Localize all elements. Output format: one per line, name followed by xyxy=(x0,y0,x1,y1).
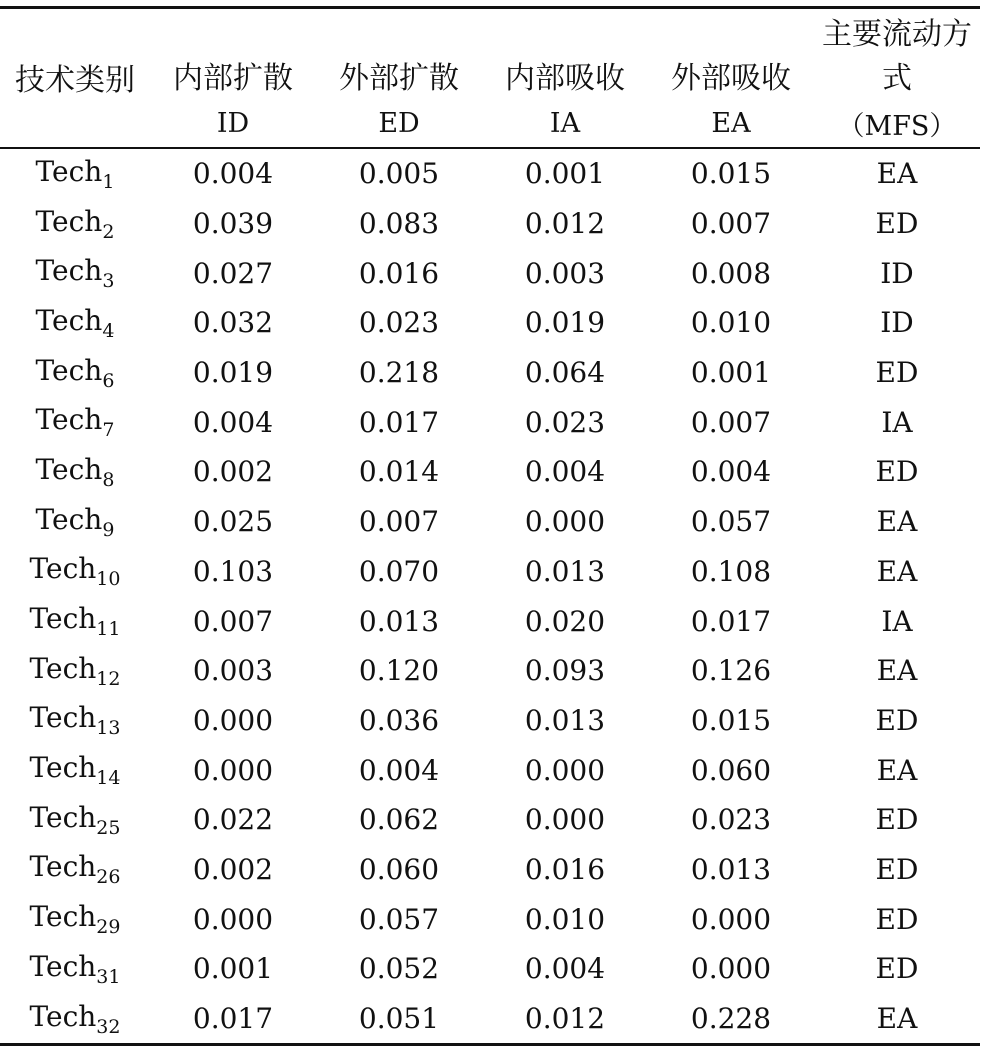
tech-subscript: 13 xyxy=(96,717,121,740)
table-row xyxy=(0,397,980,447)
tech-subscript: 3 xyxy=(102,270,115,293)
cell-id: 0.002 xyxy=(192,852,274,886)
cell-ia: 0.012 xyxy=(524,207,606,241)
cell-mfs: ED xyxy=(875,356,919,390)
cell-ea: 0.004 xyxy=(690,455,772,489)
cell-ed: 0.057 xyxy=(358,902,440,936)
tech-subscript: 11 xyxy=(96,618,121,641)
table-row xyxy=(0,745,980,795)
cell-ia: 0.012 xyxy=(482,994,648,1045)
tech-label-cell xyxy=(0,944,150,994)
cell-ea: 0.008 xyxy=(690,256,772,290)
tech-label-cell xyxy=(0,696,150,746)
table-row xyxy=(0,646,980,696)
cell-mfs: ED xyxy=(875,902,919,936)
tech-label-cell xyxy=(0,397,150,447)
cell-ia: 0.000 xyxy=(524,505,606,539)
cell-ed: 0.013 xyxy=(358,604,440,638)
cell-ed: 0.120 xyxy=(358,654,440,688)
tech-label-cell xyxy=(0,596,150,646)
cell-ea: 0.126 xyxy=(690,654,772,688)
cell-ia: 0.023 xyxy=(524,405,606,439)
tech-label-cell xyxy=(0,348,150,398)
cell-ed: 0.023 xyxy=(358,306,440,340)
table-body xyxy=(0,148,980,1045)
table-row xyxy=(0,696,980,746)
tech-label-cell xyxy=(0,845,150,895)
tech-name: Tech xyxy=(29,701,97,735)
tech-name: Tech xyxy=(29,850,97,884)
tech-name: Tech xyxy=(35,403,103,437)
tech-label-cell xyxy=(0,646,150,696)
table-header xyxy=(0,8,980,149)
cell-ea: 0.017 xyxy=(690,604,772,638)
tech-subscript: 9 xyxy=(102,518,115,541)
header-mfs-en: （MFS） xyxy=(814,99,980,148)
tech-label-cell xyxy=(0,199,150,249)
table-row xyxy=(0,994,980,1045)
tech-name: Tech xyxy=(35,303,103,337)
table-row xyxy=(0,298,980,348)
header-ea-en: EA xyxy=(648,99,814,148)
table-row xyxy=(0,447,980,497)
cell-ed: 0.036 xyxy=(358,703,440,737)
cell-ia: 0.064 xyxy=(524,356,606,390)
cell-ed: 0.218 xyxy=(358,356,440,390)
cell-ed: 0.014 xyxy=(358,455,440,489)
cell-mfs: IA xyxy=(881,405,913,439)
table-row xyxy=(0,148,980,199)
cell-id: 0.004 xyxy=(192,405,274,439)
cell-ia: 0.010 xyxy=(524,902,606,936)
tech-subscript: 32 xyxy=(96,1015,121,1038)
cell-ea: 0.060 xyxy=(690,753,772,787)
cell-ed: 0.062 xyxy=(358,803,440,837)
cell-ea: 0.023 xyxy=(690,803,772,837)
tech-name: Tech xyxy=(29,552,97,586)
cell-id: 0.017 xyxy=(150,994,316,1045)
cell-id: 0.039 xyxy=(192,207,274,241)
cell-ea: 0.013 xyxy=(690,852,772,886)
cell-ia: 0.020 xyxy=(524,604,606,638)
tech-subscript: 2 xyxy=(102,220,115,243)
table-row xyxy=(0,795,980,845)
tech-name: Tech xyxy=(35,502,103,536)
tech-name: Tech xyxy=(29,949,97,983)
tech-subscript: 31 xyxy=(96,965,121,988)
cell-ea: 0.001 xyxy=(690,356,772,390)
table-row xyxy=(0,248,980,298)
cell-mfs: ED xyxy=(875,803,919,837)
tech-label-cell xyxy=(0,547,150,597)
tech-name: Tech xyxy=(35,452,103,486)
cell-id: 0.103 xyxy=(192,554,274,588)
tech-label-cell xyxy=(0,248,150,298)
header-ia-en: IA xyxy=(482,99,648,148)
tech-name: Tech xyxy=(29,800,97,834)
cell-ea: 0.007 xyxy=(690,405,772,439)
tech-name: Tech xyxy=(35,204,103,238)
tech-name: Tech xyxy=(29,900,97,934)
cell-ed: 0.070 xyxy=(358,554,440,588)
tech-label-cell xyxy=(0,795,150,845)
cell-id: 0.007 xyxy=(192,604,274,638)
cell-ia: 0.001 xyxy=(524,157,606,191)
cell-mfs: EA xyxy=(814,994,980,1045)
cell-id: 0.000 xyxy=(192,753,274,787)
cell-ia: 0.000 xyxy=(524,753,606,787)
table-row xyxy=(0,596,980,646)
cell-ea: 0.000 xyxy=(690,952,772,986)
cell-id: 0.003 xyxy=(192,654,274,688)
cell-id: 0.002 xyxy=(192,455,274,489)
cell-ia: 0.003 xyxy=(524,256,606,290)
tech-name: Tech xyxy=(35,353,103,387)
cell-ia: 0.013 xyxy=(524,703,606,737)
tech-name: Tech xyxy=(35,254,103,288)
cell-ea: 0.015 xyxy=(690,157,772,191)
cell-ia: 0.013 xyxy=(524,554,606,588)
cell-ea: 0.010 xyxy=(690,306,772,340)
cell-mfs: ED xyxy=(875,952,919,986)
cell-id: 0.019 xyxy=(192,356,274,390)
table-row xyxy=(0,497,980,547)
tech-label-cell xyxy=(0,298,150,348)
cell-id: 0.022 xyxy=(192,803,274,837)
cell-ed: 0.007 xyxy=(358,505,440,539)
cell-id: 0.000 xyxy=(192,902,274,936)
tech-subscript: 8 xyxy=(102,468,115,491)
cell-mfs: ID xyxy=(880,306,914,340)
cell-id: 0.000 xyxy=(192,703,274,737)
cell-mfs: ED xyxy=(875,455,919,489)
tech-subscript: 10 xyxy=(96,568,121,591)
cell-ia: 0.000 xyxy=(524,803,606,837)
cell-mfs: ED xyxy=(875,703,919,737)
cell-ea: 0.108 xyxy=(690,554,772,588)
cell-ia: 0.004 xyxy=(524,952,606,986)
cell-mfs: EA xyxy=(876,554,918,588)
table-row xyxy=(0,547,980,597)
header-ed-en: ED xyxy=(316,99,482,148)
tech-name: Tech xyxy=(29,751,97,785)
tech-name: Tech xyxy=(35,154,103,188)
tech-name: Tech xyxy=(29,651,97,685)
tech-label-cell xyxy=(0,148,150,199)
tech-subscript: 4 xyxy=(102,319,115,342)
cell-ia: 0.093 xyxy=(524,654,606,688)
tech-subscript: 6 xyxy=(102,369,115,392)
cell-ea: 0.007 xyxy=(690,207,772,241)
cell-mfs: EA xyxy=(876,654,918,688)
cell-ea: 0.000 xyxy=(690,902,772,936)
cell-ia: 0.004 xyxy=(524,455,606,489)
cell-mfs: EA xyxy=(876,505,918,539)
table-row xyxy=(0,944,980,994)
cell-ea: 0.015 xyxy=(690,703,772,737)
cell-ed: 0.016 xyxy=(358,256,440,290)
header-ea-cn: 外部吸收 xyxy=(671,61,791,96)
header-id-en: ID xyxy=(150,99,316,148)
table-row xyxy=(0,199,980,249)
header-row-chinese xyxy=(0,8,980,100)
cell-mfs: ED xyxy=(875,852,919,886)
cell-id: 0.032 xyxy=(192,306,274,340)
tech-label-cell xyxy=(0,894,150,944)
cell-id: 0.025 xyxy=(192,505,274,539)
cell-ea: 0.228 xyxy=(648,994,814,1045)
technology-flow-table xyxy=(0,6,980,1046)
tech-name: Tech xyxy=(29,602,97,636)
tech-subscript: 1 xyxy=(102,170,115,193)
cell-id: 0.027 xyxy=(192,256,274,290)
header-ed-cn: 外部扩散 xyxy=(339,61,459,96)
cell-mfs: EA xyxy=(876,157,918,191)
table-row xyxy=(0,348,980,398)
cell-ed: 0.017 xyxy=(358,405,440,439)
table-row xyxy=(0,845,980,895)
cell-mfs: EA xyxy=(876,753,918,787)
cell-ia: 0.016 xyxy=(524,852,606,886)
cell-mfs: ED xyxy=(875,207,919,241)
cell-ed: 0.005 xyxy=(358,157,440,191)
tech-label-cell xyxy=(0,497,150,547)
header-ia-cn: 内部吸收 xyxy=(505,61,625,96)
tech-subscript: 25 xyxy=(96,816,121,839)
tech-label-cell xyxy=(0,447,150,497)
tech-label-cell xyxy=(0,745,150,795)
tech-subscript: 7 xyxy=(102,419,115,442)
cell-ed: 0.052 xyxy=(358,952,440,986)
tech-name: Tech xyxy=(29,999,97,1033)
cell-id: 0.001 xyxy=(192,952,274,986)
table-row xyxy=(0,894,980,944)
cell-ed: 0.004 xyxy=(358,753,440,787)
tech-label-cell xyxy=(0,994,150,1045)
header-mfs-cn: 主要流动方式 xyxy=(822,17,972,96)
cell-mfs: ID xyxy=(880,256,914,290)
header-id-cn: 内部扩散 xyxy=(173,61,293,96)
tech-subscript: 12 xyxy=(96,667,121,690)
tech-subscript: 26 xyxy=(96,866,121,889)
cell-ed: 0.051 xyxy=(316,994,482,1045)
tech-subscript: 14 xyxy=(96,767,121,790)
cell-ia: 0.019 xyxy=(524,306,606,340)
cell-ed: 0.060 xyxy=(358,852,440,886)
header-tech-category: 技术类别 xyxy=(0,8,150,149)
cell-ed: 0.083 xyxy=(358,207,440,241)
cell-ea: 0.057 xyxy=(690,505,772,539)
cell-id: 0.004 xyxy=(192,157,274,191)
tech-subscript: 29 xyxy=(96,916,121,939)
cell-mfs: IA xyxy=(881,604,913,638)
